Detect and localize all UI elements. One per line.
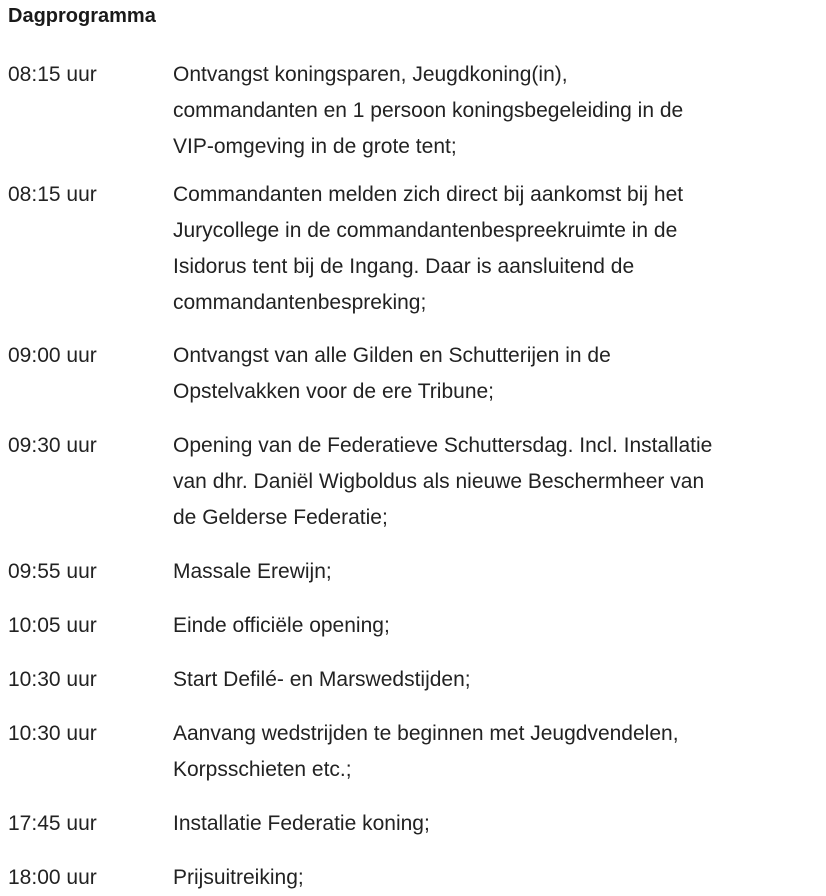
schedule-item <box>8 338 818 410</box>
schedule-description-line: Jurycollege in de commandantenbespreekruimte in de <box>173 219 678 242</box>
schedule-item <box>8 662 818 698</box>
schedule-description-line: Start Defilé- en Marswedstijden; <box>173 668 471 691</box>
schedule-description-line: Installatie Federatie koning; <box>173 812 430 835</box>
schedule-item <box>8 860 818 896</box>
schedule-time: 10:05 uur <box>8 614 97 637</box>
schedule-description <box>173 806 818 842</box>
schedule-description-line: Prijsuitreiking; <box>173 866 304 889</box>
schedule-time: 09:30 uur <box>8 434 97 457</box>
schedule-description-line: commandanten en 1 persoon koningsbegeleiding in de <box>173 99 684 122</box>
schedule-description <box>173 716 818 788</box>
schedule-time: 08:15 uur <box>8 63 97 86</box>
schedule-description-line: VIP-omgeving in de grote tent; <box>173 135 457 158</box>
schedule-item <box>8 554 818 590</box>
schedule-description <box>173 554 818 590</box>
page-title: Dagprogramma <box>8 5 156 27</box>
schedule-description-line: Aanvang wedstrijden te beginnen met Jeugdvendelen, <box>173 722 679 745</box>
schedule-description-line: Einde officiële opening; <box>173 614 390 637</box>
schedule-time: 08:15 uur <box>8 183 97 206</box>
schedule-description <box>173 662 818 698</box>
schedule-description-line: Opening van de Federatieve Schuttersdag. Incl. Installatie <box>173 434 713 457</box>
schedule-description-line: Commandanten melden zich direct bij aankomst bij het <box>173 183 684 206</box>
schedule-description <box>173 860 818 896</box>
schedule-description <box>173 57 818 165</box>
schedule-description <box>173 428 818 536</box>
program-page <box>8 0 818 889</box>
schedule-description-line: Isidorus tent bij de Ingang. Daar is aansluitend de <box>173 255 635 278</box>
schedule-item <box>8 428 818 536</box>
schedule-description-line: Ontvangst koningsparen, Jeugdkoning(in), <box>173 63 568 86</box>
schedule-description-line: Massale Erewijn; <box>173 560 332 583</box>
schedule-item <box>8 177 818 321</box>
schedule-description <box>173 338 818 410</box>
schedule-description-line: commandantenbespreking; <box>173 291 427 314</box>
schedule-time: 09:00 uur <box>8 344 97 367</box>
schedule-description-line: Korpsschieten etc.; <box>173 758 352 781</box>
schedule-item <box>8 57 818 165</box>
schedule-description-line: de Gelderse Federatie; <box>173 506 388 529</box>
schedule-time: 10:30 uur <box>8 722 97 745</box>
schedule-time: 10:30 uur <box>8 668 97 691</box>
schedule-item <box>8 806 818 842</box>
schedule-time: 17:45 uur <box>8 812 97 835</box>
schedule-item <box>8 608 818 644</box>
schedule-description-line: van dhr. Daniël Wigboldus als nieuwe Beschermheer van <box>173 470 705 493</box>
schedule-item <box>8 716 818 788</box>
schedule-time: 09:55 uur <box>8 560 97 583</box>
schedule-description-line: Ontvangst van alle Gilden en Schutterijen in de <box>173 344 611 367</box>
schedule-description <box>173 608 818 644</box>
schedule-time: 18:00 uur <box>8 866 97 889</box>
schedule-description <box>173 177 818 321</box>
schedule-description-line: Opstelvakken voor de ere Tribune; <box>173 380 495 403</box>
